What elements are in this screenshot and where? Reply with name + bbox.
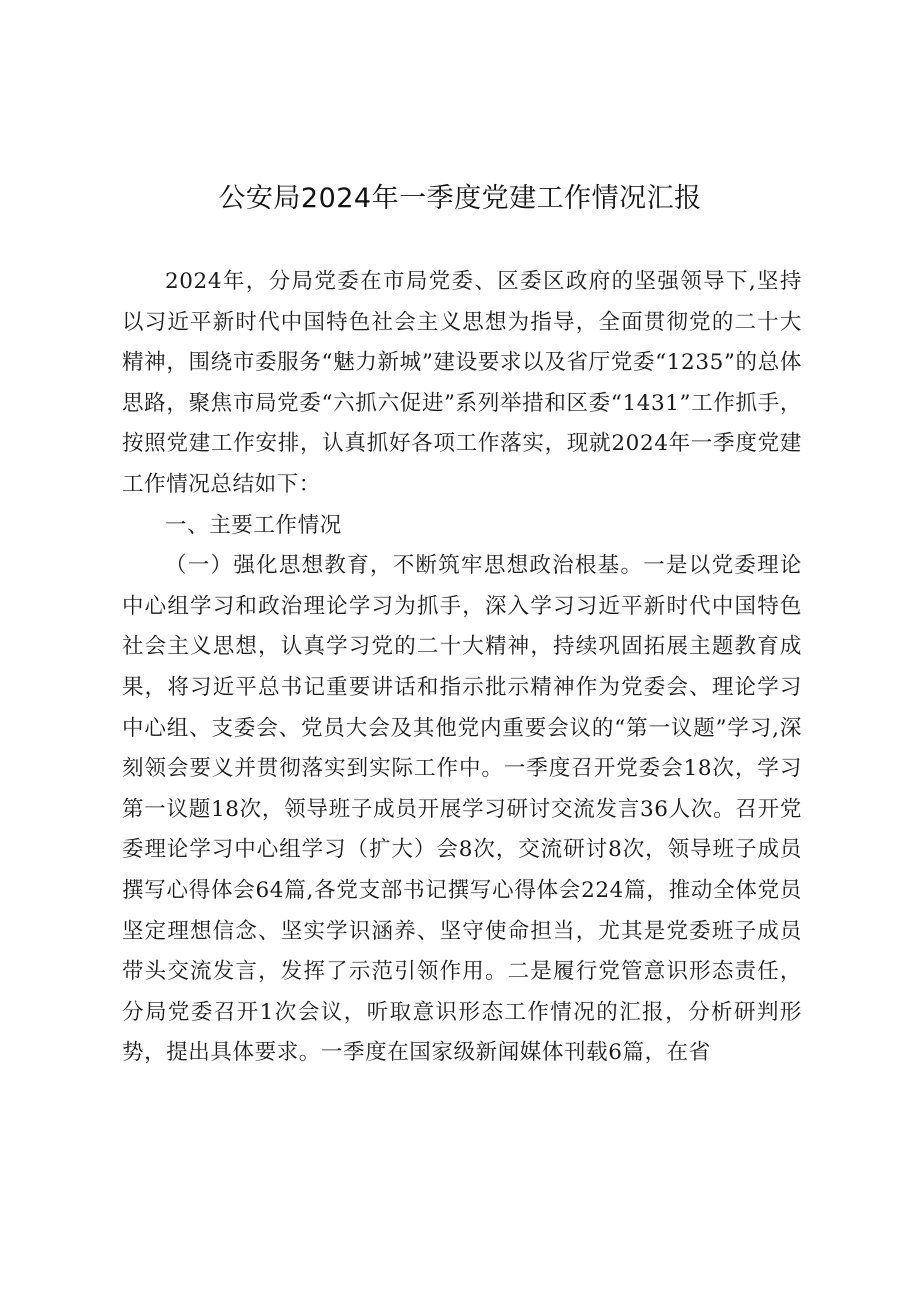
intro-paragraph: 2024年，分局党委在市局党委、区委区政府的坚强领导下,坚持以习近平新时代中国特色社会主义思想为指导，全面贯彻党的二十大精神，围绕市委服务“魅力新城”建设要求以及省厅党委“1235”的总体思路，聚焦市局党委“六抓六促进”系列举措和区委“1431”工作抓手，按照党建工作安排，认真抓好各项工作落实，现就2024年一季度党建工作情况总结如下： bbox=[122, 269, 802, 497]
document-body bbox=[122, 262, 802, 1074]
section-paragraph-ideological-education: （一）强化思想教育，不断筑牢思想政治根基。一是以党委理论中心组学习和政治理论学习为抓手，深入学习习近平新时代中国特色社会主义思想，认真学习党的二十大精神，持续巩固拓展主题教育成果，将习近平总书记重要讲话和指示批示精神作为党委会、理论学习中心组、支委会、党员大会及其他党内重要会议的“第一议题”学习,深刻领会要义并贯彻落实到实际工作中。一季度召开党委会18次，学习第一议题18次，领导班子成员开展学习研讨交流发言36人次。召开党委理论学习中心组学习（扩大）会8次，交流研讨8次，领导班子成员撰写心得体会64篇,各党支部书记撰写心得体会224篇，推动全体党员坚定理想信念、坚实学识涵养、坚守使命担当，尤其是党委班子成员带头交流发言，发挥了示范引领作用。二是履行党管意识形态责任，分局党委召开1次会议，听取意识形态工作情况的汇报，分析研判形势，提出具体要求。一季度在国家级新闻媒体刊载6篇，在省 bbox=[122, 553, 802, 1066]
document-title: 公安局2024年一季度党建工作情况汇报 bbox=[218, 183, 702, 214]
section-heading-main-work: 一、主要工作情况 bbox=[165, 512, 342, 538]
